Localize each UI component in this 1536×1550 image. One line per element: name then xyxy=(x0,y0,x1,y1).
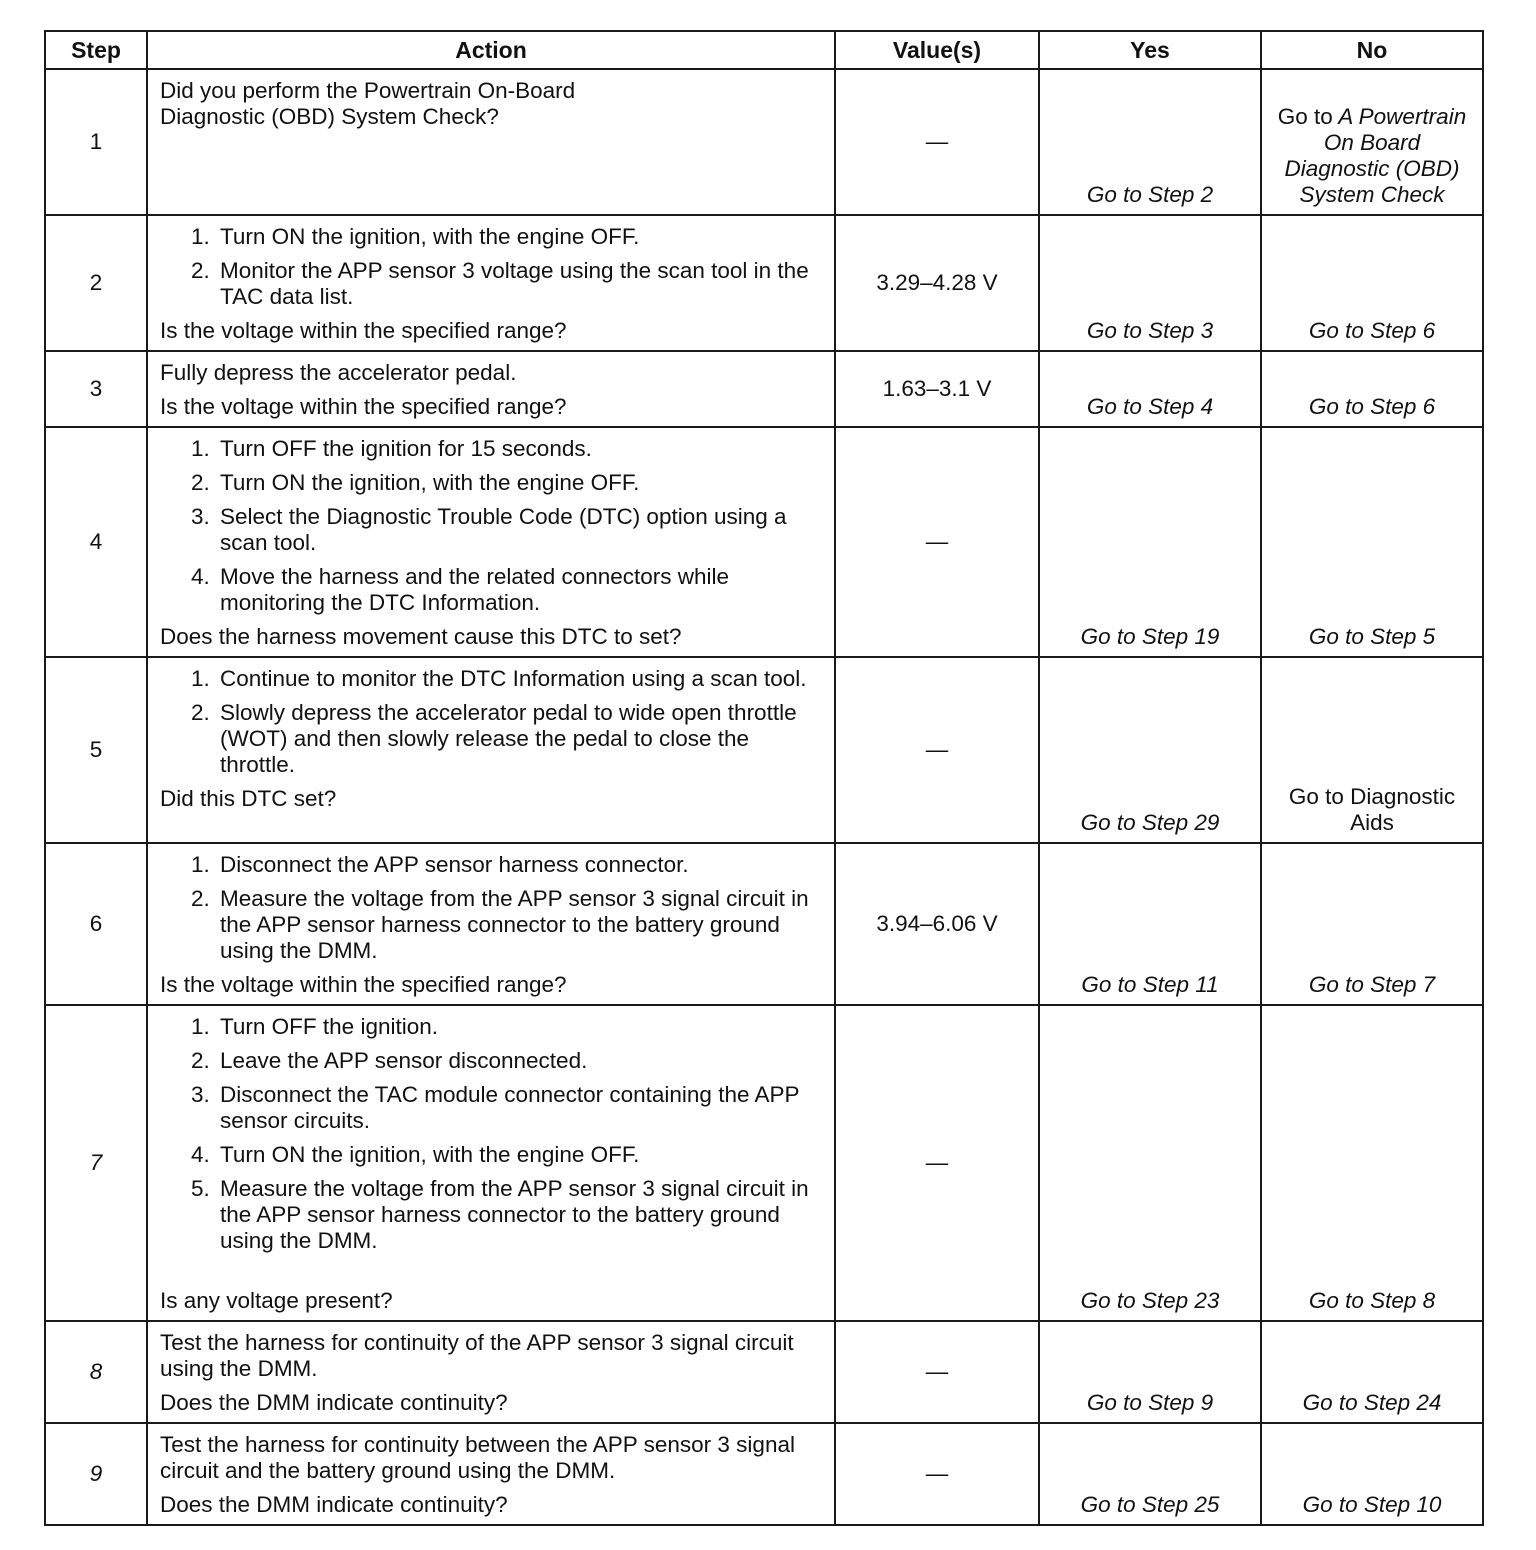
action-intro: Test the harness for continuity between the APP sensor 3 signal circuit and the battery ground using the DMM. xyxy=(160,1432,795,1483)
action-item: 1. Turn ON the ignition, with the engine OFF. xyxy=(216,224,822,250)
action-item: 1. Continue to monitor the DTC Information using a scan tool. xyxy=(216,666,822,692)
header-step: Step xyxy=(45,31,147,69)
action-item: 4. Move the harness and the related connectors while monitoring the DTC Information. xyxy=(216,564,822,616)
table-row xyxy=(45,69,1483,215)
step-number: 2 xyxy=(45,215,147,351)
action-cell xyxy=(147,351,835,427)
action-cell xyxy=(147,1321,835,1423)
action-steps xyxy=(160,666,822,778)
action-question: Does the harness movement cause this DTC to set? xyxy=(160,624,682,649)
action-cell xyxy=(147,1005,835,1321)
no-cell: Go to Step 8 xyxy=(1261,1005,1483,1321)
action-item: 3. Select the Diagnostic Trouble Code (DTC) option using a scan tool. xyxy=(216,504,822,556)
header-no: No xyxy=(1261,31,1483,69)
yes-cell: Go to Step 23 xyxy=(1039,1005,1261,1321)
action-item: 5. Measure the voltage from the APP sensor 3 signal circuit in the APP sensor harness connector to the battery ground using the DMM. xyxy=(216,1176,822,1254)
yes-cell: Go to Step 2 xyxy=(1039,69,1261,215)
step-number: 7 xyxy=(45,1005,147,1321)
no-cell: Go to Step 7 xyxy=(1261,843,1483,1005)
step-number: 5 xyxy=(45,657,147,843)
value-cell: — xyxy=(835,1005,1039,1321)
step-number: 1 xyxy=(45,69,147,215)
yes-cell: Go to Step 29 xyxy=(1039,657,1261,843)
no-cell: Go to Step 24 xyxy=(1261,1321,1483,1423)
action-question: Did this DTC set? xyxy=(160,786,337,811)
no-cell: Go to Step 10 xyxy=(1261,1423,1483,1525)
value-cell: 3.94–6.06 V xyxy=(835,843,1039,1005)
action-item: 2. Leave the APP sensor disconnected. xyxy=(216,1048,822,1074)
action-item: 2. Turn ON the ignition, with the engine OFF. xyxy=(216,470,822,496)
value-cell: — xyxy=(835,69,1039,215)
value-cell: — xyxy=(835,427,1039,657)
header-values: Value(s) xyxy=(835,31,1039,69)
no-cell: Go to Step 6 xyxy=(1261,215,1483,351)
table-row xyxy=(45,843,1483,1005)
table-row xyxy=(45,1423,1483,1525)
action-cell xyxy=(147,69,835,215)
action-item: 4. Turn ON the ignition, with the engine OFF. xyxy=(216,1142,822,1168)
no-cell xyxy=(1261,69,1483,215)
yes-cell: Go to Step 3 xyxy=(1039,215,1261,351)
spacer xyxy=(160,1262,822,1288)
action-cell xyxy=(147,215,835,351)
no-prefix: Go to xyxy=(1277,104,1333,129)
action-question: Is the voltage within the specified range? xyxy=(160,394,567,419)
table-row xyxy=(45,215,1483,351)
action-steps xyxy=(160,852,822,964)
action-item: 2. Slowly depress the accelerator pedal to wide open throttle (WOT) and then slowly release the pedal to close the throttle. xyxy=(216,700,822,778)
action-question: Is the voltage within the specified range? xyxy=(160,972,567,997)
action-question: Does the DMM indicate continuity? xyxy=(160,1492,508,1517)
value-cell: — xyxy=(835,1321,1039,1423)
no-cell: Go to Step 6 xyxy=(1261,351,1483,427)
action-steps xyxy=(160,1014,822,1254)
step-number: 4 xyxy=(45,427,147,657)
value-cell: — xyxy=(835,657,1039,843)
step-number: 3 xyxy=(45,351,147,427)
step-number: 8 xyxy=(45,1321,147,1423)
table-row xyxy=(45,657,1483,843)
value-cell: 3.29–4.28 V xyxy=(835,215,1039,351)
action-intro: Fully depress the accelerator pedal. xyxy=(160,360,517,385)
table-row xyxy=(45,427,1483,657)
value-cell: — xyxy=(835,1423,1039,1525)
action-cell xyxy=(147,843,835,1005)
no-cell: Go to Step 5 xyxy=(1261,427,1483,657)
step-number: 6 xyxy=(45,843,147,1005)
action-item: 2. Measure the voltage from the APP sensor 3 signal circuit in the APP sensor harness connector to the battery ground using the DMM. xyxy=(216,886,822,964)
step-number: 9 xyxy=(45,1423,147,1525)
action-question: Does the DMM indicate continuity? xyxy=(160,1390,508,1415)
action-cell xyxy=(147,427,835,657)
action-steps xyxy=(160,436,822,616)
header-action: Action xyxy=(147,31,835,69)
yes-cell: Go to Step 9 xyxy=(1039,1321,1261,1423)
action-item: 1. Turn OFF the ignition. xyxy=(216,1014,822,1040)
action-item: 1. Turn OFF the ignition for 15 seconds. xyxy=(216,436,822,462)
action-item: 1. Disconnect the APP sensor harness connector. xyxy=(216,852,822,878)
action-cell xyxy=(147,657,835,843)
action-question: Is the voltage within the specified range? xyxy=(160,318,567,343)
header-row xyxy=(45,31,1483,69)
no-link: A Powertrain On Board Diagnostic (OBD) System Check xyxy=(1284,104,1467,207)
header-yes: Yes xyxy=(1039,31,1261,69)
yes-cell: Go to Step 19 xyxy=(1039,427,1261,657)
action-item: 3. Disconnect the TAC module connector containing the APP sensor circuits. xyxy=(216,1082,822,1134)
table-row xyxy=(45,1321,1483,1423)
yes-cell: Go to Step 11 xyxy=(1039,843,1261,1005)
action-intro: Did you perform the Powertrain On-Board Diagnostic (OBD) System Check? xyxy=(160,78,576,129)
action-steps xyxy=(160,224,822,310)
action-intro: Test the harness for continuity of the APP sensor 3 signal circuit using the DMM. xyxy=(160,1330,794,1381)
table-row xyxy=(45,1005,1483,1321)
yes-cell: Go to Step 25 xyxy=(1039,1423,1261,1525)
diagnostic-table xyxy=(44,30,1484,1526)
table-row xyxy=(45,351,1483,427)
action-cell xyxy=(147,1423,835,1525)
action-question: Is any voltage present? xyxy=(160,1288,393,1313)
yes-cell: Go to Step 4 xyxy=(1039,351,1261,427)
action-item: 2. Monitor the APP sensor 3 voltage using the scan tool in the TAC data list. xyxy=(216,258,822,310)
value-cell: 1.63–3.1 V xyxy=(835,351,1039,427)
no-cell: Go to Diagnostic Aids xyxy=(1261,657,1483,843)
